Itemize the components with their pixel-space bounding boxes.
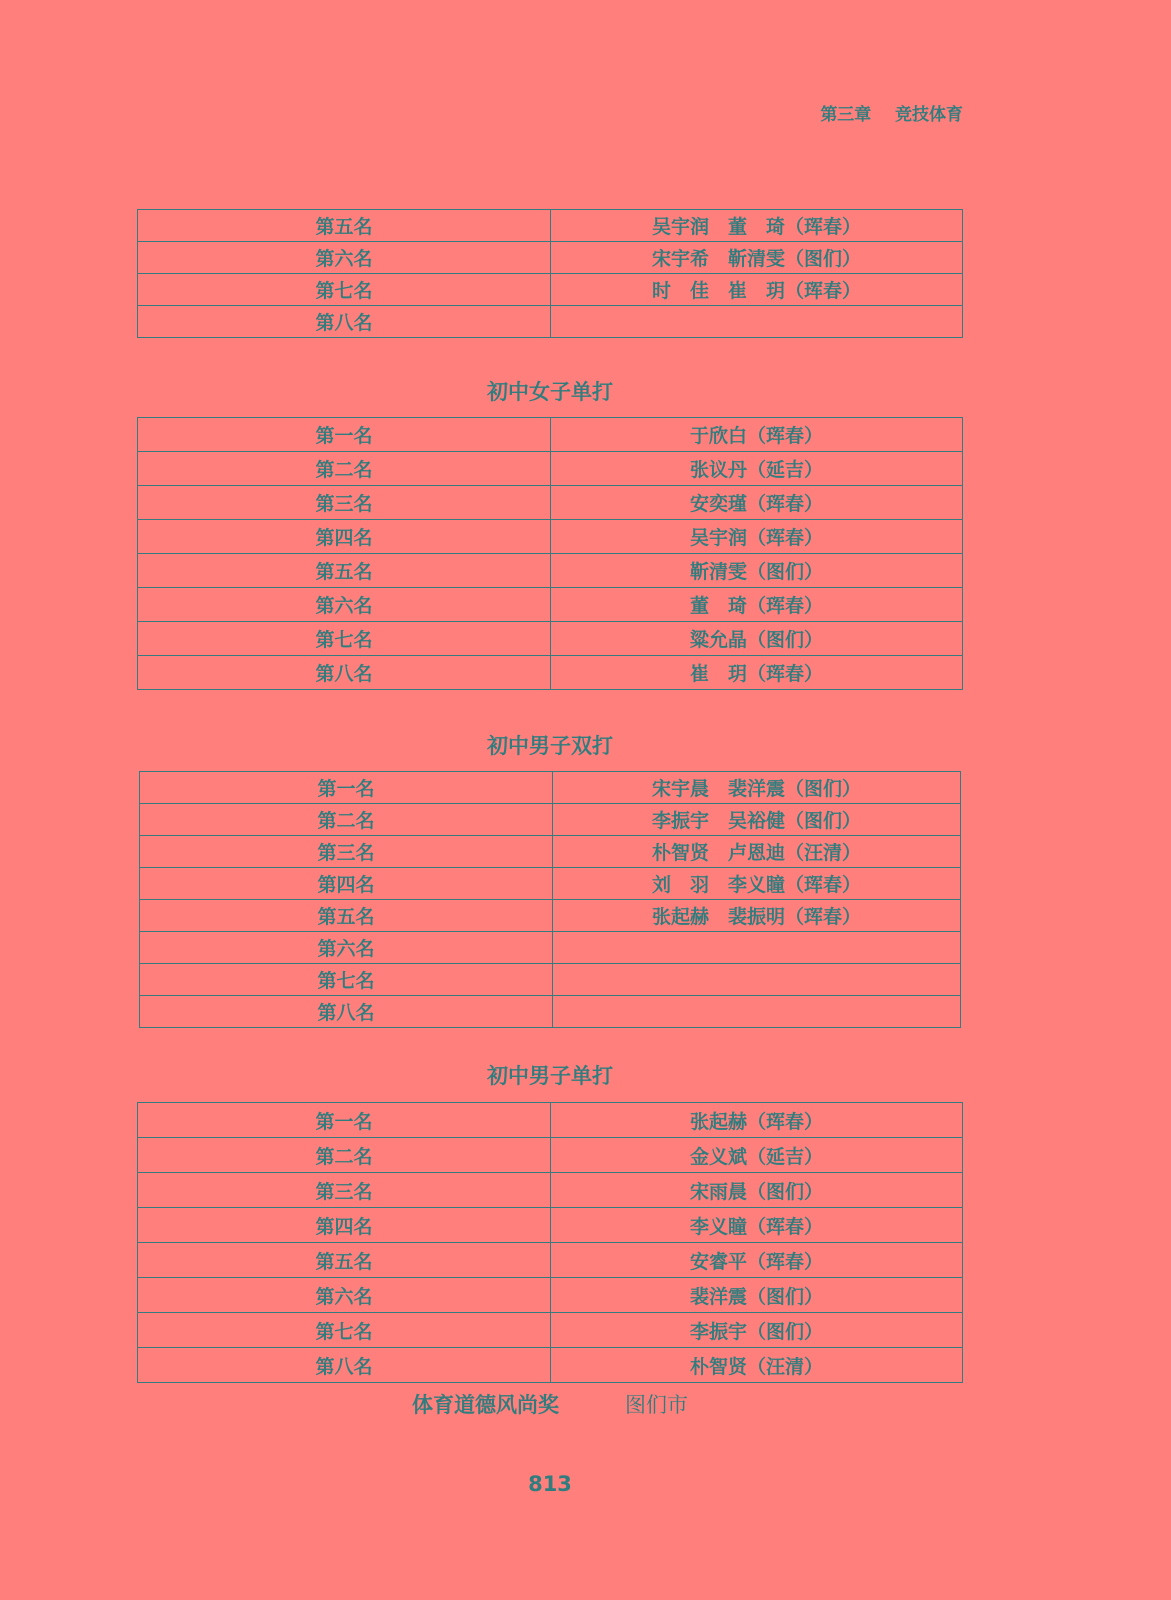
rank-cell: 第八名 bbox=[138, 656, 551, 690]
rank-cell: 第二名 bbox=[138, 452, 551, 486]
table-row bbox=[140, 900, 961, 932]
winner-cell: 宋宇希 靳清雯（图们） bbox=[551, 242, 963, 274]
table-row bbox=[138, 1243, 963, 1278]
rank-cell: 第一名 bbox=[138, 1103, 551, 1138]
table-row bbox=[138, 554, 963, 588]
winner-cell: 粱允晶（图们） bbox=[551, 622, 963, 656]
winner-cell: 宋雨晨（图们） bbox=[551, 1173, 963, 1208]
table-row bbox=[138, 1348, 963, 1383]
rank-cell: 第三名 bbox=[138, 1173, 551, 1208]
award-label: 体育道德风尚奖 bbox=[412, 1393, 559, 1417]
winner-cell: 张起赫 裴振明（珲春） bbox=[553, 900, 961, 932]
rank-cell: 第八名 bbox=[138, 1348, 551, 1383]
winner-cell: 张起赫（珲春） bbox=[551, 1103, 963, 1138]
table-row bbox=[138, 418, 963, 452]
winner-cell: 崔 玥（珲春） bbox=[551, 656, 963, 690]
winner-cell: 李振宇 吴裕健（图们） bbox=[553, 804, 961, 836]
table-row bbox=[140, 996, 961, 1028]
rank-cell: 第六名 bbox=[138, 588, 551, 622]
rank-cell: 第二名 bbox=[138, 1138, 551, 1173]
winner-cell: 刘 羽 李义瞳（珲春） bbox=[553, 868, 961, 900]
winner-cell: 李义瞳（珲春） bbox=[551, 1208, 963, 1243]
table-row bbox=[138, 274, 963, 306]
winner-cell: 吴宇润（珲春） bbox=[551, 520, 963, 554]
winner-cell bbox=[553, 932, 961, 964]
winner-cell: 于欣白（珲春） bbox=[551, 418, 963, 452]
rank-cell: 第七名 bbox=[138, 274, 551, 306]
table-row bbox=[140, 932, 961, 964]
table-row bbox=[138, 1173, 963, 1208]
results-table-boys-singles bbox=[137, 1102, 963, 1383]
winner-cell: 朴智贤 卢恩迪（汪清） bbox=[553, 836, 961, 868]
rank-cell: 第五名 bbox=[138, 210, 551, 242]
page-number: 813 bbox=[528, 1472, 572, 1496]
rank-cell: 第二名 bbox=[140, 804, 553, 836]
rank-cell: 第七名 bbox=[140, 964, 553, 996]
sportsmanship-award bbox=[0, 1389, 1100, 1419]
winner-cell: 金义斌（延吉） bbox=[551, 1138, 963, 1173]
rank-cell: 第一名 bbox=[138, 418, 551, 452]
rank-cell: 第四名 bbox=[138, 1208, 551, 1243]
award-value: 图们市 bbox=[625, 1393, 688, 1417]
winner-cell: 安奕瑾（珲春） bbox=[551, 486, 963, 520]
table-row bbox=[138, 520, 963, 554]
table-row bbox=[140, 836, 961, 868]
table-row bbox=[138, 452, 963, 486]
rank-cell: 第六名 bbox=[138, 1278, 551, 1313]
results-table-boys-doubles bbox=[139, 771, 961, 1028]
table-row bbox=[140, 964, 961, 996]
rank-cell: 第五名 bbox=[138, 554, 551, 588]
rank-cell: 第一名 bbox=[140, 772, 553, 804]
rank-cell: 第七名 bbox=[138, 1313, 551, 1348]
table-row bbox=[138, 242, 963, 274]
rank-cell: 第六名 bbox=[138, 242, 551, 274]
winner-cell bbox=[551, 306, 963, 338]
rank-cell: 第七名 bbox=[138, 622, 551, 656]
rank-cell: 第三名 bbox=[140, 836, 553, 868]
table-row bbox=[140, 804, 961, 836]
winner-cell: 时 佳 崔 玥（珲春） bbox=[551, 274, 963, 306]
table-row bbox=[138, 306, 963, 338]
table-row bbox=[138, 656, 963, 690]
results-table-girls-singles bbox=[137, 417, 963, 690]
table-row bbox=[138, 1313, 963, 1348]
table-row bbox=[138, 486, 963, 520]
winner-cell bbox=[553, 996, 961, 1028]
results-table-continued bbox=[137, 209, 963, 338]
rank-cell: 第四名 bbox=[140, 868, 553, 900]
section-title-girls-singles: 初中女子单打 bbox=[487, 380, 613, 404]
rank-cell: 第五名 bbox=[138, 1243, 551, 1278]
table-row bbox=[140, 868, 961, 900]
rank-cell: 第三名 bbox=[138, 486, 551, 520]
winner-cell: 李振宇（图们） bbox=[551, 1313, 963, 1348]
table-row bbox=[138, 588, 963, 622]
table-row bbox=[138, 1208, 963, 1243]
winner-cell: 董 琦（珲春） bbox=[551, 588, 963, 622]
section-title-boys-singles: 初中男子单打 bbox=[487, 1064, 613, 1088]
table-row bbox=[138, 622, 963, 656]
winner-cell: 吴宇润 董 琦（珲春） bbox=[551, 210, 963, 242]
table-row bbox=[138, 1103, 963, 1138]
winner-cell: 张议丹（延吉） bbox=[551, 452, 963, 486]
rank-cell: 第八名 bbox=[138, 306, 551, 338]
table-row bbox=[138, 1278, 963, 1313]
winner-cell: 靳清雯（图们） bbox=[551, 554, 963, 588]
winner-cell: 宋宇晨 裴洋震（图们） bbox=[553, 772, 961, 804]
table-row bbox=[140, 772, 961, 804]
rank-cell: 第五名 bbox=[140, 900, 553, 932]
table-row bbox=[138, 210, 963, 242]
rank-cell: 第八名 bbox=[140, 996, 553, 1028]
winner-cell: 裴洋震（图们） bbox=[551, 1278, 963, 1313]
winner-cell: 安睿平（珲春） bbox=[551, 1243, 963, 1278]
table-row bbox=[138, 1138, 963, 1173]
winner-cell bbox=[553, 964, 961, 996]
winner-cell: 朴智贤（汪清） bbox=[551, 1348, 963, 1383]
rank-cell: 第六名 bbox=[140, 932, 553, 964]
section-title-boys-doubles: 初中男子双打 bbox=[487, 734, 613, 758]
running-head: 第三章 竞技体育 bbox=[820, 105, 963, 125]
rank-cell: 第四名 bbox=[138, 520, 551, 554]
